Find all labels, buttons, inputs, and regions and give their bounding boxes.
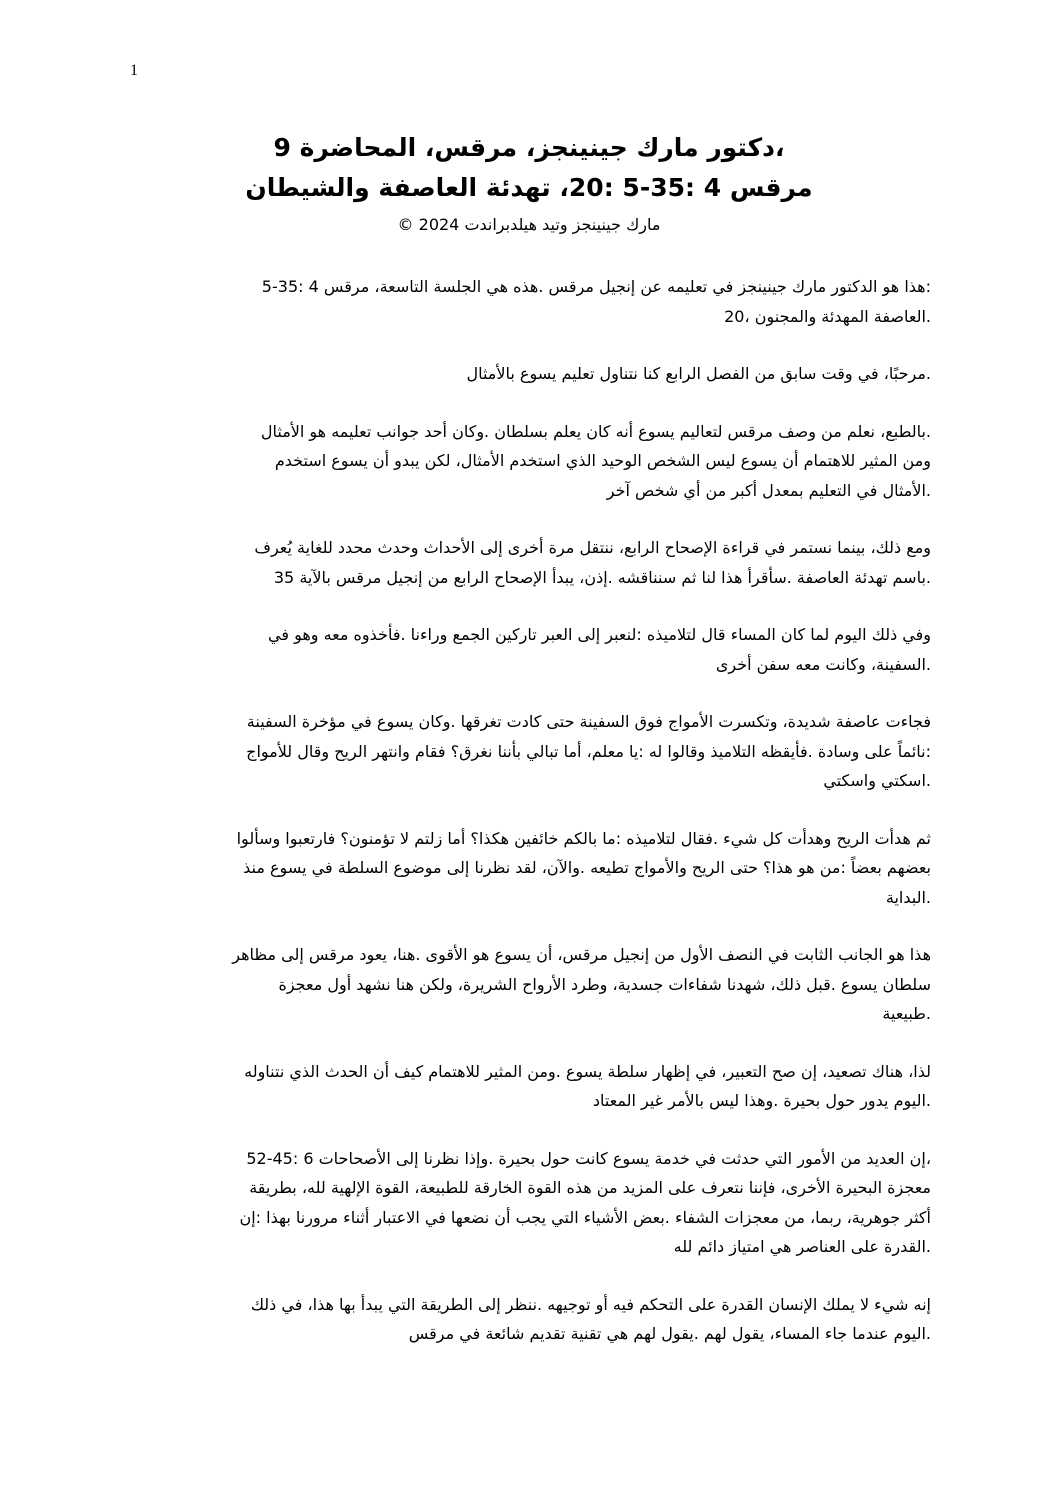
document-header: [150, 128, 908, 238]
paragraph-10: [133, 1144, 931, 1262]
text-line: .اليوم عندما جاء المساء، يقول لهم .يقول لهم هي تقنية تقديم شائعة في مرقس: [408, 1324, 931, 1343]
text-line: :هذا هو الدكتور مارك جينينجز في تعليمه عن إنجيل مرقس .هذه هي الجلسة التاسعة، مرقس 4 :35-5: [261, 277, 931, 296]
text-line: .الأمثال في التعليم بمعدل أكبر من أي شخص آخر: [606, 480, 931, 500]
text-line: سلطان يسوع .قبل ذلك، شهدنا شفاءات جسدية، وطرد الأرواح الشريرة، ولكن هنا نشهد أول معجزة: [278, 974, 931, 994]
text-line: .طبيعية: [882, 1004, 931, 1023]
paragraph-4: [133, 533, 931, 592]
text-line: .القدرة على العناصر هي امتياز دائم لله: [673, 1237, 931, 1256]
paragraph-1: [133, 272, 931, 331]
text-line: .باسم تهدئة العاصفة .سأقرأ هذا لنا ثم سنناقشه .إذن، يبدأ الإصحاح الرابع من إنجيل مرقس بالآية 35: [273, 567, 931, 587]
text-line: معجزة البحيرة الأخرى، فإننا نتعرف على المزيد من هذه القوة الخارقة للطبيعة، القوة الإلهية لله، بطريقة: [249, 1178, 931, 1197]
text-line: بعضهم بعضاً :من هو هذا؟ حتى الريح والأمواج تطيعه .والآن، لقد نظرنا إلى موضوع السلطة في يسوع منذ: [243, 858, 931, 877]
copyright-line: مارك جينينجز وتيد هيلدبراندت 2024 ©: [397, 215, 661, 234]
text-line: ،إن العديد من الأمور التي حدثت في خدمة يسوع كانت حول بحيرة .وإذا نظرنا إلى الأصحاحات 6 :45-52: [246, 1148, 931, 1168]
text-line: .اليوم يدور حول بحيرة .وهذا ليس بالأمر غير المعتاد: [592, 1091, 931, 1110]
text-line: .السفينة، وكانت معه سفن أخرى: [715, 654, 931, 674]
paragraph-8: [133, 940, 931, 1029]
text-line: .بالطبع، نعلم من وصف مرقس لتعاليم يسوع أنه كان يعلم بسلطان .وكان أحد جوانب تعليمه هو الأمثال: [260, 421, 931, 441]
text-line: ومع ذلك، بينما نستمر في قراءة الإصحاح الرابع، ننتقل مرة أخرى إلى الأحداث وحدث محدد للغاية يُعرف: [254, 538, 931, 557]
text-line: هذا هو الجانب الثابت في النصف الأول من إنجيل مرقس، أن يسوع هو الأقوى .هنا، يعود مرقس إلى مظاهر: [232, 945, 931, 964]
text-line: لذا، هناك تصعيد، إن صح التعبير، في إظهار سلطة يسوع .ومن المثير للاهتمام كيف أن الحدث الذي نتناوله: [244, 1061, 931, 1081]
text-line: فجاءت عاصفة شديدة، وتكسرت الأمواج فوق السفينة حتى كادت تغرقها .وكان يسوع في مؤخرة السفينة: [246, 712, 931, 731]
paragraph-7: [133, 824, 931, 913]
paragraph-3: [133, 417, 931, 506]
text-line: .العاصفة المهدئة والمجنون ،20: [724, 306, 931, 326]
text-line: إنه شيء لا يملك الإنسان القدرة على التحكم فيه أو توجيهه .ننظر إلى الطريقة التي يبدأ بها هذا، في ذلك: [250, 1294, 931, 1314]
paragraph-2: [133, 359, 931, 389]
text-line: ثم هدأت الريح وهدأت كل شيء .فقال لتلاميذه :ما بالكم خائفين هكذا؟ أما زلتم لا تؤمنون؟ فارتعبوا وسألوا: [236, 828, 931, 848]
text-line: .اسكتي واسكتي: [823, 771, 931, 790]
paragraph-6: [133, 707, 931, 796]
paragraph-5: [133, 620, 931, 679]
page-number: 1: [130, 62, 138, 79]
text-line: .مرحبًا، في وقت سابق من الفصل الرابع كنا نتناول تعليم يسوع بالأمثال: [466, 364, 931, 383]
text-line: أكثر جوهرية، ربما، من معجزات الشفاء .بعض الأشياء التي يجب أن نضعها في الاعتبار أثناء مرورنا بهذا :إن: [239, 1207, 931, 1227]
document-body: [133, 272, 931, 1377]
title-line-1: ،دكتور مارك جينينجز، مرقس، المحاضرة 9: [273, 133, 785, 162]
text-line: .البداية: [885, 887, 931, 907]
paragraph-9: [133, 1057, 931, 1116]
paragraph-11: [133, 1290, 931, 1349]
text-line: :نائماً على وسادة .فأيقظه التلاميذ وقالوا له :يا معلم، أما تبالي بأننا نغرق؟ فقام وانتهر الريح وقال للأمواج: [246, 741, 931, 761]
text-line: وفي ذلك اليوم لما كان المساء قال لتلاميذه :لنعبر إلى العبر تاركين الجمع وراءنا .فأخذوه معه وهو في: [268, 625, 931, 644]
text-line: ومن المثير للاهتمام أن يسوع ليس الشخص الوحيد الذي استخدم الأمثال، لكن يبدو أن يسوع استخدم: [274, 451, 931, 470]
title-line-2: مرقس 4 :35-5 :20، تهدئة العاصفة والشيطان: [245, 173, 813, 202]
